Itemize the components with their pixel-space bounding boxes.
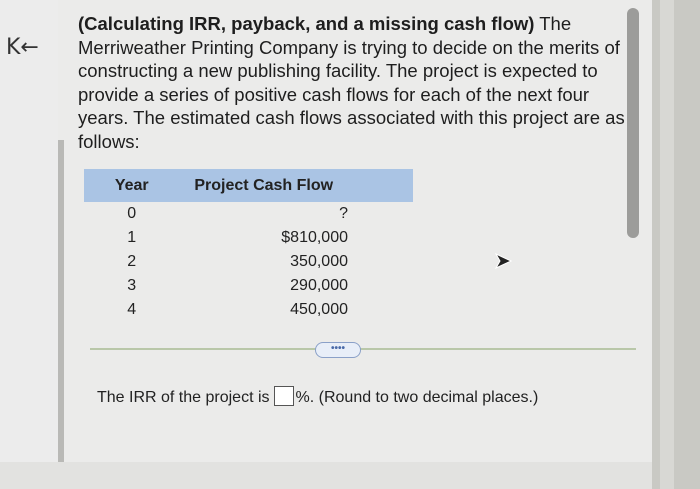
irr-answer-input[interactable] bbox=[274, 386, 294, 406]
year-cell: 1 bbox=[127, 229, 137, 246]
cash-flow-cell: 290,000 bbox=[290, 277, 348, 294]
expand-more-button[interactable]: •••• bbox=[315, 342, 361, 358]
table-row bbox=[84, 274, 413, 298]
cash-flow-cell: 450,000 bbox=[290, 301, 348, 318]
table-header-row bbox=[84, 169, 413, 202]
cash-flow-cell: ? bbox=[339, 205, 348, 222]
year-cell: 3 bbox=[127, 277, 137, 294]
question-title: (Calculating IRR, payback, and a missing cash flow) bbox=[78, 13, 535, 34]
table-row bbox=[84, 202, 413, 226]
mouse-cursor-icon bbox=[494, 252, 512, 270]
right-edge-track bbox=[660, 0, 674, 489]
cash-flow-header: Project Cash Flow bbox=[179, 169, 413, 202]
table-row bbox=[84, 250, 413, 274]
answer-line bbox=[97, 386, 538, 409]
answer-prefix: The IRR of the project is bbox=[97, 389, 270, 406]
left-nav-strip bbox=[0, 0, 58, 489]
question-body: The Merriweather Printing Company is trying to decide on the merits of constructing a new publishing facility. The project is expected to provide a series of positive cash flows for each of the next four years. The estimated cash flows associated with this project are as follows: bbox=[78, 13, 625, 152]
year-header: Year bbox=[84, 169, 179, 202]
back-arrow-icon[interactable]: K← bbox=[6, 35, 39, 60]
answer-suffix: %. (Round to two decimal places.) bbox=[295, 389, 539, 406]
bottom-edge bbox=[0, 462, 652, 489]
left-border-bar bbox=[58, 140, 64, 489]
year-cell: 2 bbox=[127, 253, 137, 270]
year-cell: 0 bbox=[127, 205, 137, 222]
question-text bbox=[78, 12, 638, 153]
scrollbar-thumb[interactable] bbox=[627, 8, 639, 238]
section-divider bbox=[90, 348, 636, 350]
cash-flow-table bbox=[84, 169, 413, 322]
table-row bbox=[84, 226, 413, 250]
cash-flow-cell: 350,000 bbox=[290, 253, 348, 270]
cash-flow-cell: $810,000 bbox=[281, 229, 348, 246]
table-row bbox=[84, 298, 413, 322]
year-cell: 4 bbox=[127, 301, 137, 318]
